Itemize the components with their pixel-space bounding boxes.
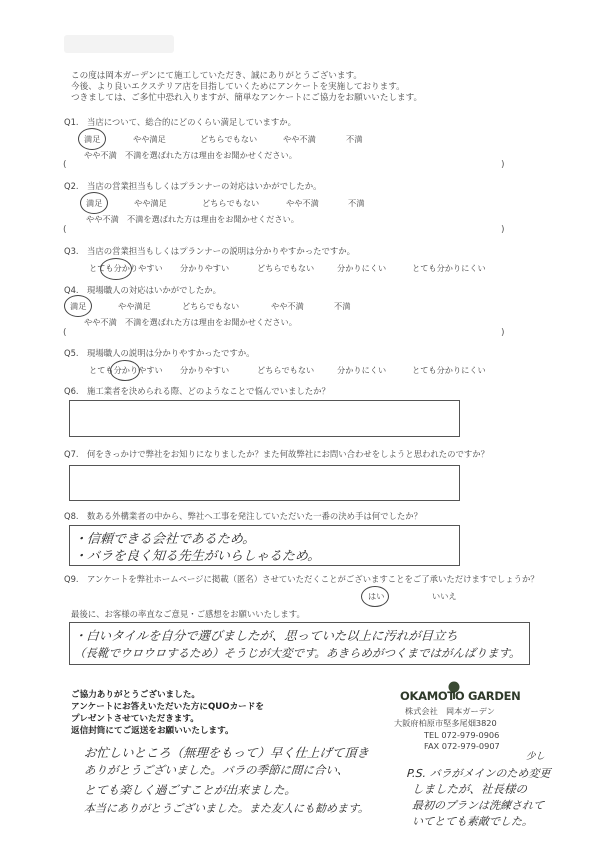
q3-option-4[interactable]: 分かりにくい [337,263,387,273]
thanks-line-4: 返信封筒にてご返送をお願いいたします。 [71,726,234,736]
handwritten-right-line-4: いてとても素敵でした。 [411,815,534,828]
q9-question: Q9. アンケートを弊社ホームページに掲載（匿名）させていただくことがございますことをご了承いただけますでしょうか？ [64,574,539,584]
q1-option-5[interactable]: 不満 [346,134,363,144]
q8-answer-line-2: ・バラを良く知る先生がいらしゃるため。 [73,549,321,564]
q4-answer-circle [64,295,92,317]
company-address: 大阪府柏原市堅多尾畑3820 [394,718,497,728]
handwritten-left-line-3: とても楽しく過ごすことが出来ました。 [83,783,297,797]
q9-option-no[interactable]: いいえ [432,591,457,601]
last-prompt: 最後に、お客様の率直なご意見・ご感想をお願いいたします。 [71,609,305,619]
q7-question: Q7. 何をきっかけで弊社をお知りになりましたか？また何故弊社にお問い合わせをしようと思われたのですか？ [64,449,489,459]
q2-paren-close: ) [501,225,505,235]
company-logo: OKAMOTO GARDEN [400,689,521,703]
q8-answer-line-1: ・信頼できる会社であるため。 [73,532,256,547]
handwritten-left-line-4: 本当にありがとうございました。また友人にも勧めます。 [83,802,370,815]
q3-option-3[interactable]: どちらでもない [257,263,315,273]
q3-option-1[interactable]: とても分かりやすい [89,263,163,273]
q1-question: Q1. 当店について、総合的にどのくらい満足していますか。 [64,117,296,127]
q2-note: やや不満 不満を選ばれた方は理由をお聞かせください。 [86,214,299,224]
handwritten-right-line-3: 最初のプランは洗練されて [411,799,545,812]
q9-answer-circle [361,586,389,607]
q2-option-3[interactable]: どちらでもない [202,198,260,208]
company-fax: FAX 072-979-0907 [424,741,500,751]
q3-option-2[interactable]: 分かりやすい [180,263,230,273]
q1-paren-close: ) [501,160,505,170]
q2-question: Q2. 当店の営業担当もしくはプランナーの対応はいかがでしたか。 [64,181,322,191]
q2-option-4[interactable]: やや不満 [286,198,319,208]
last-answer-line-1: ・白いタイルを自分で選びましたが、思っていた以上に汚れが目立ち [73,628,459,643]
redacted-area [64,35,174,53]
intro-line-2: 今後、より良いエクステリア店を目指していくためにアンケートを実施しております。 [71,82,405,92]
q1-note: やや不満 不満を選ばれた方は理由をお聞かせください。 [84,150,297,160]
intro-line-3: つきましては、ご多忙中恐れ入りますが、簡単なアンケートにご協力をお願いいたします。 [71,93,423,103]
q2-paren-open: ( [63,225,67,235]
q7-answer-box[interactable] [69,465,460,501]
q1-option-2[interactable]: やや満足 [133,134,166,144]
q5-answer-circle [110,360,140,381]
intro-line-1: この度は岡本ガーデンにて施工していただき、誠にありがとうございます。 [71,71,362,81]
q8-question: Q8. 数ある外構業者の中から、弊社へ工事を発注していただいた一番の決め手は何でしたか？ [64,511,422,521]
q4-paren-open: ( [63,328,67,338]
q3-option-5[interactable]: とても分かりにくい [412,263,486,273]
q4-option-4[interactable]: やや不満 [271,301,304,311]
q4-question: Q4. 現場職人の対応はいかがでしたか。 [64,285,221,295]
q1-paren-open: ( [63,160,67,170]
handwritten-left-line-1: お忙しいところ（無理をもって）早く仕上げて頂き [83,745,370,760]
q5-question: Q5. 現場職人の説明は分かりやすかったですか。 [64,348,255,358]
q2-option-5[interactable]: 不満 [348,198,365,208]
q5-option-1[interactable]: とても分かりやすい [89,365,163,375]
q4-option-3[interactable]: どちらでもない [182,301,240,311]
q5-option-5[interactable]: とても分かりにくい [412,365,486,375]
handwritten-right-line-2: しましたが、社長様の [411,782,528,796]
q5-option-3[interactable]: どちらでもない [257,365,315,375]
q1-option-3[interactable]: どちらでもない [200,134,258,144]
q1-answer-circle [78,128,106,150]
last-answer-line-2: （長靴でウロウロするため）そうじが大変です。あきらめがつくまではがんばります。 [73,646,522,660]
q3-question: Q3. 当店の営業担当もしくはプランナーの説明は分かりやすかったですか。 [64,246,355,256]
q6-question: Q6. 施工業者を決められる際、どのようなことで悩んでいましたか？ [64,386,330,396]
q5-option-2[interactable]: 分かりやすい [180,365,230,375]
q3-answer-circle [100,258,132,280]
q1-option-4[interactable]: やや不満 [283,134,316,144]
q9-option-yes[interactable]: はい [368,591,385,601]
thanks-line-3: プレゼントさせていただきます。 [71,714,199,724]
q2-option-2[interactable]: やや満足 [134,198,167,208]
q4-paren-close: ) [501,328,505,338]
q2-option-1[interactable]: 満足 [86,198,103,208]
q4-option-5[interactable]: 不満 [334,301,351,311]
q4-note: やや不満 不満を選ばれた方は理由をお聞かせください。 [84,317,297,327]
q2-answer-circle [80,192,108,214]
company-name: 株式会社 岡本ガーデン [405,706,495,716]
company-tel: TEL 072-979-0906 [424,730,500,740]
handwritten-right-line-1: P.S. バラがメインのため変更 [406,767,551,780]
thanks-line-2: アンケートにお答えいただいた方にQUOカードを [71,702,264,712]
q4-option-1[interactable]: 満足 [70,301,87,311]
thanks-line-1: ご協力ありがとうございました。 [71,690,200,700]
q1-option-1[interactable]: 満足 [84,134,101,144]
q6-answer-box[interactable] [69,400,460,437]
handwritten-right-insert: 少し [525,751,546,762]
q4-option-2[interactable]: やや満足 [118,301,151,311]
q5-option-4[interactable]: 分かりにくい [337,365,387,375]
handwritten-left-line-2: ありがとうございました。バラの季節に間に合い、 [83,763,349,777]
